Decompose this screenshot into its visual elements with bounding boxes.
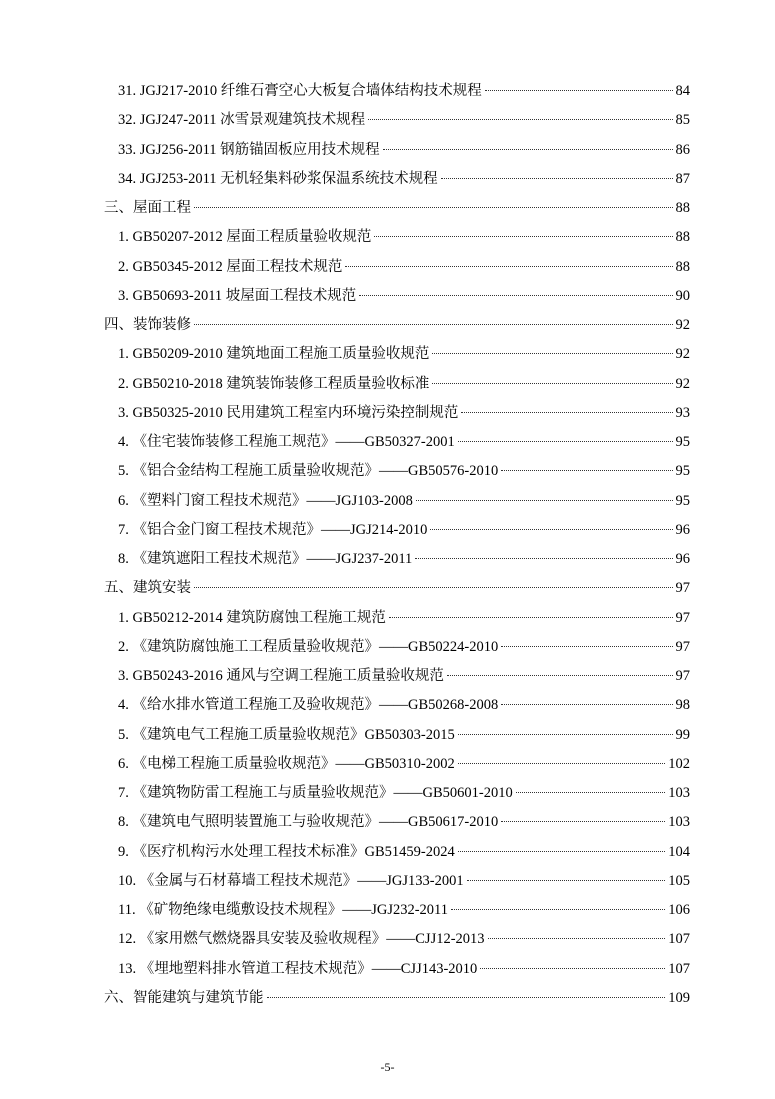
- dot-leader: [194, 206, 673, 208]
- toc-entry[interactable]: [104, 988, 690, 1008]
- dot-leader: [194, 323, 673, 325]
- toc-entry[interactable]: [118, 929, 690, 949]
- toc-entry-page: 97: [675, 668, 690, 684]
- toc-entry-title: 1. GB50207-2012 屋面工程质量验收规范: [118, 229, 372, 246]
- toc-entry-page: 97: [675, 580, 690, 597]
- dot-leader: [480, 967, 665, 969]
- toc-entry[interactable]: [118, 491, 690, 511]
- toc-entry-title: 四、装饰装修: [104, 317, 191, 333]
- dot-leader: [432, 352, 672, 354]
- toc-entry-title: 8. 《建筑遮阳工程技术规范》——JGJ237-2011: [118, 551, 413, 567]
- dot-leader: [194, 586, 673, 588]
- dot-leader: [447, 674, 673, 676]
- toc-entry[interactable]: [118, 110, 690, 130]
- toc-entry-title: 34. JGJ253-2011 无机轻集料砂浆保温系统技术规程: [118, 170, 438, 187]
- toc-entry-page: 103: [668, 814, 690, 831]
- toc-entry[interactable]: [104, 315, 690, 335]
- toc-entry-page: 90: [675, 287, 690, 304]
- toc-entry-title: 三、屋面工程: [104, 200, 191, 216]
- toc-entry[interactable]: [118, 286, 690, 306]
- toc-entry-page: 103: [668, 785, 690, 801]
- toc-entry-title: 3. GB50693-2011 坡屋面工程技术规范: [118, 287, 357, 304]
- toc-entry[interactable]: [104, 578, 690, 598]
- dot-leader: [368, 118, 672, 120]
- toc-entry-title: 4. 《给水排水管道工程施工及验收规范》——GB50268-2008: [118, 697, 499, 714]
- toc-entry-page: 96: [675, 551, 690, 567]
- toc-entry-page: 92: [675, 346, 690, 363]
- page-number: -5-: [380, 1060, 395, 1074]
- dot-leader: [389, 616, 673, 618]
- toc-entry-page: 97: [675, 609, 690, 626]
- toc-entry[interactable]: [118, 959, 690, 979]
- toc-entry-title: 六、智能建筑与建筑节能: [104, 989, 264, 1006]
- toc-entry[interactable]: [118, 432, 690, 452]
- dot-leader: [501, 645, 672, 647]
- toc-entry-title: 8. 《建筑电气照明装置施工与验收规范》——GB50617-2010: [118, 814, 499, 831]
- toc-entry[interactable]: [118, 344, 690, 364]
- toc-entry-page: 92: [675, 317, 690, 333]
- toc-entry-title: 2. GB50210-2018 建筑装饰装修工程质量验收标准: [118, 375, 430, 392]
- toc-entry-title: 9. 《医疗机构污水处理工程技术标准》GB51459-2024: [118, 843, 455, 860]
- toc-entry[interactable]: [118, 374, 690, 394]
- toc-entry-title: 32. JGJ247-2011 冰雪景观建筑技术规程: [118, 112, 366, 129]
- toc-entry[interactable]: [118, 81, 690, 101]
- toc-entry-page: 88: [675, 258, 690, 275]
- toc-entry-page: 84: [675, 83, 690, 99]
- toc-entry[interactable]: [118, 725, 690, 745]
- toc-entry-title: 11. 《矿物绝缘电缆敷设技术规程》——JGJ232-2011: [118, 902, 449, 918]
- toc-entry[interactable]: [118, 754, 690, 774]
- toc-entry-page: 109: [668, 989, 690, 1006]
- toc-entry-page: 98: [675, 697, 690, 714]
- toc-entry-page: 107: [668, 931, 690, 948]
- toc-entry-title: 3. GB50243-2016 通风与空调工程施工质量验收规范: [118, 668, 444, 684]
- toc-entry-title: 1. GB50209-2010 建筑地面工程施工质量验收规范: [118, 346, 430, 363]
- toc-entry[interactable]: [118, 783, 690, 803]
- dot-leader: [430, 528, 672, 530]
- toc-entry[interactable]: [118, 169, 690, 189]
- dot-leader: [458, 733, 673, 735]
- dot-leader: [432, 382, 672, 384]
- toc-entry-page: 85: [675, 112, 690, 129]
- dot-leader: [441, 177, 673, 179]
- toc-entry[interactable]: [118, 695, 690, 715]
- dot-leader: [458, 850, 666, 852]
- dot-leader: [415, 557, 672, 559]
- toc-entry-title: 7. 《建筑物防雷工程施工与质量验收规范》——GB50601-2010: [118, 785, 513, 801]
- toc-entry-title: 12. 《家用燃气燃烧器具安装及验收规程》——CJJ12-2013: [118, 931, 485, 948]
- toc-entry-page: 104: [668, 843, 690, 860]
- dot-leader: [516, 791, 666, 793]
- toc-entry[interactable]: [118, 666, 690, 686]
- toc-entry-page: 96: [675, 521, 690, 538]
- toc-entry[interactable]: [118, 227, 690, 247]
- toc-entry[interactable]: [118, 549, 690, 569]
- dot-leader: [501, 703, 672, 705]
- toc-entry-title: 五、建筑安装: [104, 580, 191, 597]
- toc-entry[interactable]: [118, 520, 690, 540]
- toc-entry[interactable]: [118, 842, 690, 862]
- dot-leader: [345, 265, 672, 267]
- toc-entry-page: 107: [668, 960, 690, 977]
- toc-entry-page: 105: [668, 872, 690, 889]
- toc-entry[interactable]: [118, 140, 690, 160]
- toc-entry-page: 95: [675, 434, 690, 450]
- toc-entry-page: 95: [675, 492, 690, 509]
- dot-leader: [458, 762, 666, 764]
- toc-entry-title: 31. JGJ217-2010 纤维石膏空心大板复合墙体结构技术规程: [118, 83, 482, 99]
- toc-entry[interactable]: [104, 198, 690, 218]
- toc-entry-page: 106: [668, 902, 690, 918]
- dot-leader: [451, 908, 665, 910]
- toc-entry-page: 87: [675, 170, 690, 187]
- dot-leader: [267, 996, 666, 998]
- toc-entry-title: 33. JGJ256-2011 钢筋锚固板应用技术规程: [118, 141, 380, 158]
- dot-leader: [501, 469, 672, 471]
- toc-entry[interactable]: [118, 461, 690, 481]
- toc-entry[interactable]: [118, 871, 690, 891]
- toc-entry-page: 88: [675, 200, 690, 216]
- toc-entry-page: 93: [675, 404, 690, 421]
- toc-entry-title: 1. GB50212-2014 建筑防腐蚀工程施工规范: [118, 609, 386, 626]
- dot-leader: [501, 820, 665, 822]
- toc-entry-title: 5. 《铝合金结构工程施工质量验收规范》——GB50576-2010: [118, 463, 499, 480]
- toc-entry-page: 102: [668, 755, 690, 772]
- toc-entry-title: 10. 《金属与石材幕墙工程技术规范》——JGJ133-2001: [118, 872, 464, 889]
- toc-entry[interactable]: [118, 403, 690, 423]
- toc-entry-title: 3. GB50325-2010 民用建筑工程室内环境污染控制规范: [118, 404, 459, 421]
- toc-entry-title: 4. 《住宅装饰装修工程施工规范》——GB50327-2001: [118, 434, 455, 450]
- toc-entry-page: 99: [675, 726, 690, 743]
- dot-leader: [416, 499, 673, 501]
- toc-entry-title: 13. 《埋地塑料排水管道工程技术规范》——CJJ143-2010: [118, 960, 478, 977]
- toc-entry[interactable]: [118, 900, 690, 920]
- toc-entry-page: 86: [675, 141, 690, 158]
- dot-leader: [458, 440, 673, 442]
- dot-leader: [383, 148, 673, 150]
- toc-entry-page: 97: [675, 638, 690, 655]
- toc-entry-page: 88: [675, 229, 690, 246]
- dot-leader: [488, 937, 666, 939]
- dot-leader: [461, 411, 672, 413]
- toc-entry[interactable]: [118, 257, 690, 277]
- toc-entry-title: 5. 《建筑电气工程施工质量验收规范》GB50303-2015: [118, 726, 455, 743]
- toc-entry-page: 92: [675, 375, 690, 392]
- toc-entry-title: 2. 《建筑防腐蚀施工工程质量验收规范》——GB50224-2010: [118, 638, 499, 655]
- dot-leader: [467, 879, 666, 881]
- dot-leader: [374, 235, 672, 237]
- dot-leader: [485, 89, 673, 91]
- toc-entry-title: 2. GB50345-2012 屋面工程技术规范: [118, 258, 343, 275]
- toc-entry[interactable]: [118, 637, 690, 657]
- toc-entry[interactable]: [118, 812, 690, 832]
- toc-entry-page: 95: [675, 463, 690, 480]
- toc-entry-title: 7. 《铝合金门窗工程技术规范》——JGJ214-2010: [118, 521, 428, 538]
- toc-entry-title: 6. 《电梯工程施工质量验收规范》——GB50310-2002: [118, 755, 455, 772]
- dot-leader: [359, 294, 672, 296]
- toc-entry[interactable]: [118, 608, 690, 628]
- toc-entry-title: 6. 《塑料门窗工程技术规范》——JGJ103-2008: [118, 492, 413, 509]
